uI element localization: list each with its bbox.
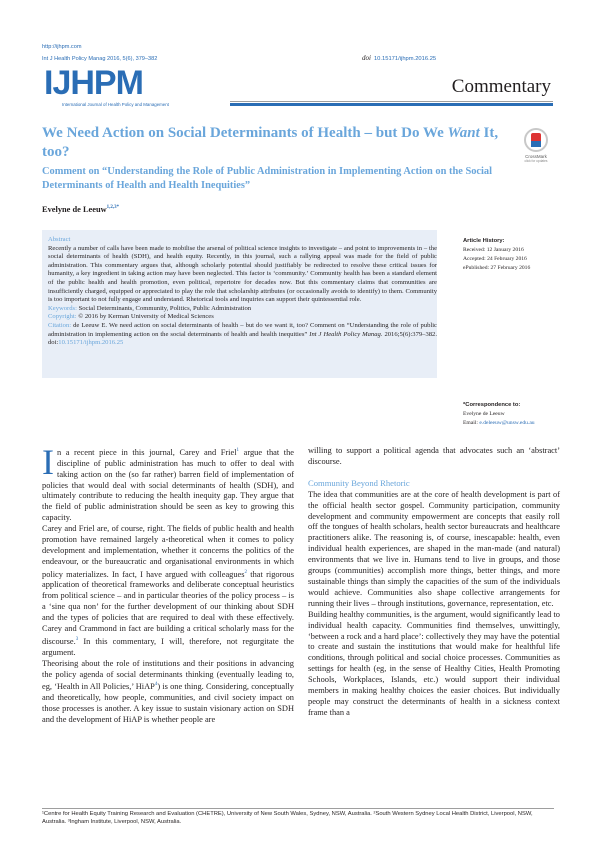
paragraph: willing to support a political agenda that advocates such an ‘abstract’ discourse.: [308, 446, 560, 466]
journal-logo-subtitle: International Journal of Health Policy and Management: [62, 102, 169, 107]
author-affiliation-marks: 1,2,3*: [106, 205, 120, 211]
header-rule-gray: [230, 101, 553, 102]
abstract-heading: Abstract: [48, 236, 71, 243]
received-date: Received: 12 January 2016: [463, 247, 524, 253]
doi-value[interactable]: 10.15171/ijhpm.2016.25: [373, 56, 437, 62]
copyright: Copyright: © 2016 by Kerman University of Medical Sciences: [48, 313, 214, 321]
title-emphasis: Want: [447, 125, 480, 141]
email-link[interactable]: e.deleeuw@unsw.edu.au: [479, 420, 535, 426]
crossmark-sub: click for updates: [524, 159, 548, 163]
body-column-right: [308, 446, 560, 719]
doi-label: doi: [362, 54, 371, 62]
crossmark-label: CrossMark: [525, 154, 547, 159]
author: Evelyne de Leeuw$^{1,2,3*}$: [42, 205, 120, 214]
correspondence-name: Evelyne de Leeuw: [463, 411, 505, 417]
article-title: We Need Action on Social Determinants of Health – but Do We Want It, too?: [42, 125, 499, 160]
article-subtitle: Comment on “Understanding the Role of Public Administration in Implementing Action on the Social Determinants of Health and Health Inequities”: [42, 166, 492, 191]
article-history-heading: Article History:: [463, 238, 505, 244]
section-label: Commentary: [451, 76, 551, 97]
citation-doi-link[interactable]: 10.15171/ijhpm.2016.25: [58, 339, 124, 347]
journal-citation: Int J Health Policy Manag 2016, 5(6), 379–382: [42, 56, 158, 62]
body-column-left: [42, 442, 294, 726]
affiliations-footnote: ¹Centre for Health Equity Training Research and Evaluation (CHETRE), University of New South Wales, Sydney, NSW, Australia. ²South Western Sydney Local Health District, Liverpool, NSW, Australia. ³Ingham Institute, Liverpool, NSW, Australia.: [42, 811, 533, 826]
abstract: [48, 236, 437, 348]
paragraph: Building healthy communities, is the argument, would significantly lead to individual health capacity. Communities find themselves, unwittingly, ‘between a rock and a hard place’: collectively they may have the potential to create and sustain the institutions that would make for healthful life conditions, through political and social choice processes. Communities as settings for health (eg, in the sense of Healthy Cities, Health Promoting Schools, Workplaces, Islands, etc.) would support their individual members in making healthy choices the easier choices. But individually people may construct the determinants of health in a sickness context frame than a: [308, 609, 560, 717]
accepted-date: Accepted: 24 February 2016: [463, 256, 527, 262]
paragraph: The idea that communities are at the core of health development is part of the official health sector gospel. Community participation, community development and community empowerment are concepts that easily roll off the tongues of health scholars, health sector bureaucrats and healthcare practitioners alike. The reasoning is, of course, inescapable: health, even individual health experiences, are shaped in the man-made (and natural) environments that we live in. Humans tend to live in groups, and those groups (communities) accomplish more things, better things, and more sustainable things than simply the capacities of the sum of the individuals would achieve. Communities also shape collective arrangements for running their lives – through institutions, governance, representation, etc.: [308, 489, 560, 608]
crossmark-icon: [524, 128, 548, 152]
section-heading: Community Beyond Rhetoric: [308, 477, 410, 488]
keywords: Keywords: Social Determinants, Community, Politics, Public Administration: [48, 304, 252, 312]
correspondence-email: Email: e.deleeuw@unsw.edu.au: [463, 420, 535, 426]
drop-cap: I: [42, 442, 54, 482]
doi[interactable]: [362, 54, 436, 62]
journal-url[interactable]: http://ijhpm.com: [42, 44, 82, 50]
paragraph: Theorising about the role of institutions and their positions in advancing the policy agenda of social determinants thinking (eventually leading to, eg, ‘Health in All Policies,’ HiAP$^4$) is one thing. Considering, conceptually and theoretically, how people, communities, and civil society impact on those processes is another. A key issue to sustain visionary action on SDH and the development of HiAP is whether people are: [42, 658, 294, 724]
journal-logo: IJHPM: [44, 64, 143, 102]
citation: Citation: de Leeuw E. We need action on social determinants of health – but do we want it, too? Comment on “Understanding the role of public administration in implementing action on the social determinants of health and health inequities” Int J Health Policy Manag. 2016;5(6):379–382. doi:10.15171/ijhpm.2016.25: [48, 321, 438, 347]
correspondence: [463, 401, 535, 428]
article-history: [463, 237, 530, 273]
correspondence-heading: *Correspondence to:: [463, 402, 521, 408]
published-date: ePublished: 27 February 2016: [463, 265, 531, 271]
header-rule-blue: [230, 103, 553, 106]
abstract-text: Recently a number of calls have been made to mobilise the arsenal of political science insights to investigate – and point to improvements in – the social determinants of health (SDH), and health equity. Recently, in this journal, such a rallying appeal was made for the field of public administration. This commentary argues that, although scholarly potential should justifiably be redirected to resolve these critical issues for humanity, a key ingredient in taking action may have been neglected. This factor is ‘community.’ Community health has been a standard element of the public health and health promotion, even political, repertoire for decades now. But this commentary claims that communities are insufficiently charged, equipped or appreciated to play the role that scholarship attributes (or occasionally avoids to identify) to them. Community is too important to not fully engage and understand. Rhetorical tools and inquiries can support their quintessential role.: [48, 244, 437, 304]
paragraph: In a recent piece in this journal, Carey and Friel$^1$ argue that the discipline of public administration has much to offer to deal with taking action on the (so far rather) barren field of implementation of policies that would deal with social determinants of health (SDH), and ultimately contribute to reducing the health inequity gap. They argue that the field of public administration should be seen as key to growing this capacity.: [42, 442, 294, 523]
crossmark-badge[interactable]: [523, 128, 549, 163]
paragraph: Carey and Friel are, of course, right. The fields of public health and health promotion have remained largely a-theoretical when it comes to policy development and implementation, whether it concerns the politics of the endeavour, or the bureaucratic and organisational environments in which policy materializes. In fact, I have argued with colleagues$^2$ that rigorous application of theoretical frameworks and deliberate conceptual heuristics from political science – and in particular theories of the policy process – is a ‘sine qua non’ for the further development of our thinking about SDH and the types of policies that are required to deal with these effectively. Carey and Crammond in fact are building a critical scholarly mass for the discourse.$^3$ In this commentary, I will, therefore, not regurgitate the argument.: [42, 524, 294, 657]
footnote-rule: [42, 808, 554, 809]
